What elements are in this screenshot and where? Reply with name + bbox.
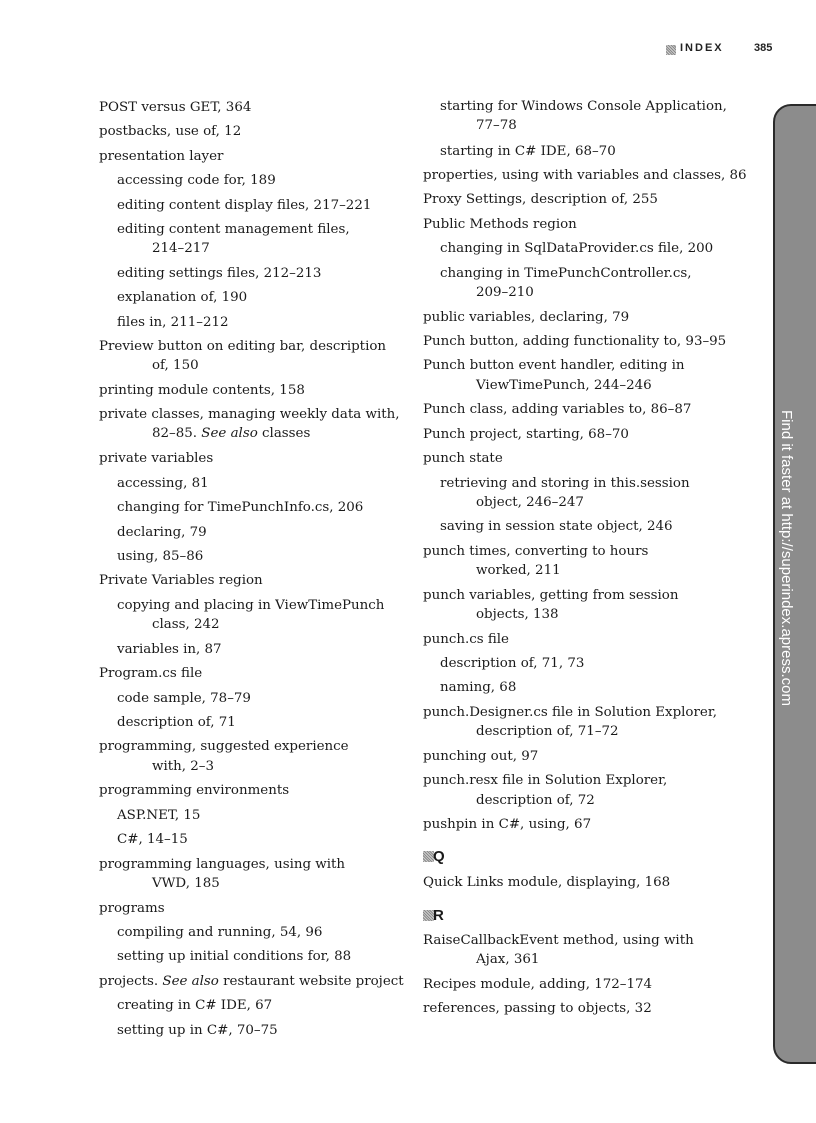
index-entry: punching out, 97 [423, 749, 539, 764]
index-entry-continuation: description of, 71–72 [476, 724, 619, 739]
index-subentry: variables in, 87 [117, 642, 222, 657]
index-subentry: retrieving and storing in this.session [440, 476, 690, 491]
index-entry: punch state [423, 451, 503, 466]
index-subentry: ASP.NET, 15 [117, 808, 201, 823]
index-entry: Proxy Settings, description of, 255 [423, 192, 658, 207]
index-entry: Recipes module, adding, 172–174 [423, 977, 653, 992]
index-entry-continuation: description of, 72 [476, 793, 595, 808]
index-entry-continuation: 214–217 [152, 241, 210, 256]
index-entry-continuation: 77–78 [476, 118, 517, 133]
index-subentry: naming, 68 [440, 680, 517, 695]
index-subentry: changing in TimePunchController.cs, [440, 266, 692, 281]
index-entry-continuation: class, 242 [152, 617, 220, 632]
index-subentry: accessing code for, 189 [117, 173, 276, 188]
index-entry-continuation: 209–210 [476, 285, 534, 300]
index-subentry: editing content management files, [117, 222, 350, 237]
index-entry-continuation: of, 150 [152, 358, 199, 373]
running-header [0, 41, 816, 61]
index-entry: Preview button on editing bar, description [99, 339, 387, 354]
see-also: See also [162, 974, 219, 989]
index-entry: pushpin in C#, using, 67 [423, 817, 592, 832]
index-subentry: using, 85–86 [117, 549, 204, 564]
index-subentry: C#, 14–15 [117, 832, 188, 847]
index-subentry: compiling and running, 54, 96 [117, 925, 323, 940]
index-entry-continuation: ViewTimePunch, 244–246 [476, 378, 652, 393]
index-entry: Punch project, starting, 68–70 [423, 427, 629, 442]
index-subentry: editing content display files, 217–221 [117, 198, 372, 213]
index-subentry: starting in C# IDE, 68–70 [440, 144, 616, 159]
index-entry: properties, using with variables and classes, 86 [423, 168, 747, 183]
index-entry: presentation layer [99, 149, 224, 164]
index-subentry: files in, 211–212 [117, 315, 229, 330]
index-entry: private variables [99, 451, 214, 466]
index-entry-continuation: object, 246–247 [476, 495, 584, 510]
index-entry-continuation: with, 2–3 [152, 759, 214, 774]
index-entry-continuation: VWD, 185 [152, 876, 220, 891]
index-subentry: editing settings files, 212–213 [117, 266, 322, 281]
index-subentry: accessing, 81 [117, 476, 209, 491]
index-entry: programming languages, using with [99, 857, 346, 872]
entry-term: projects. [99, 974, 159, 989]
index-entry-continuation: worked, 211 [476, 563, 561, 578]
index-subentry: declaring, 79 [117, 525, 207, 540]
index-entry: private classes, managing weekly data with, [99, 407, 400, 422]
index-entry-continuation [152, 424, 310, 444]
header-label: INDEX [680, 42, 724, 54]
index-entry: programming environments [99, 783, 290, 798]
index-subentry: explanation of, 190 [117, 290, 248, 305]
see-also-target: classes [262, 426, 311, 441]
index-entry: printing module contents, 158 [99, 383, 305, 398]
index-entry: punch.cs file [423, 632, 509, 647]
section-letter-r: R [433, 907, 444, 924]
index-entry: Punch class, adding variables to, 86–87 [423, 402, 692, 417]
index-entry: programming, suggested experience [99, 739, 349, 754]
index-subentry: creating in C# IDE, 67 [117, 998, 273, 1013]
index-subentry: description of, 71 [117, 715, 236, 730]
section-letter-q: Q [433, 848, 445, 865]
index-entry: punch.resx file in Solution Explorer, [423, 773, 668, 788]
index-entry: postbacks, use of, 12 [99, 124, 242, 139]
index-subentry: starting for Windows Console Application, [440, 99, 727, 114]
index-entry: Program.cs file [99, 666, 203, 681]
see-also: See also [201, 426, 258, 441]
index-entry [99, 972, 404, 992]
index-entry: references, passing to objects, 32 [423, 1001, 652, 1016]
index-entry: Public Methods region [423, 217, 577, 232]
see-also-target: restaurant website project [223, 974, 404, 989]
section-marker-icon [666, 45, 676, 55]
index-subentry: description of, 71, 73 [440, 656, 585, 671]
index-subentry: setting up initial conditions for, 88 [117, 949, 352, 964]
index-entry: punch.Designer.cs file in Solution Explorer, [423, 705, 718, 720]
index-subentry: changing for TimePunchInfo.cs, 206 [117, 500, 364, 515]
index-entry: programs [99, 901, 165, 916]
index-subentry: saving in session state object, 246 [440, 519, 673, 534]
index-entry: Punch button, adding functionality to, 93–95 [423, 334, 727, 349]
index-entry: punch variables, getting from session [423, 588, 679, 603]
index-entry-continuation: Ajax, 361 [476, 952, 540, 967]
index-entry: POST versus GET, 364 [99, 100, 252, 115]
index-entry: Punch button event handler, editing in [423, 358, 685, 373]
index-entry-continuation: objects, 138 [476, 607, 559, 622]
index-subentry: changing in SqlDataProvider.cs file, 200 [440, 241, 714, 256]
index-entry: RaiseCallbackEvent method, using with [423, 933, 694, 948]
index-entry: Quick Links module, displaying, 168 [423, 875, 671, 890]
index-subentry: copying and placing in ViewTimePunch [117, 598, 385, 613]
index-subentry: setting up in C#, 70–75 [117, 1023, 278, 1038]
index-entry: Private Variables region [99, 573, 263, 588]
index-subentry: code sample, 78–79 [117, 691, 251, 706]
index-entry: public variables, declaring, 79 [423, 310, 630, 325]
page-ref: 82–85. [152, 426, 198, 441]
thumb-tab-text: Find it faster at http://superindex.apress.com [778, 410, 795, 706]
page-number: 385 [754, 42, 773, 54]
index-entry: punch times, converting to hours [423, 544, 649, 559]
